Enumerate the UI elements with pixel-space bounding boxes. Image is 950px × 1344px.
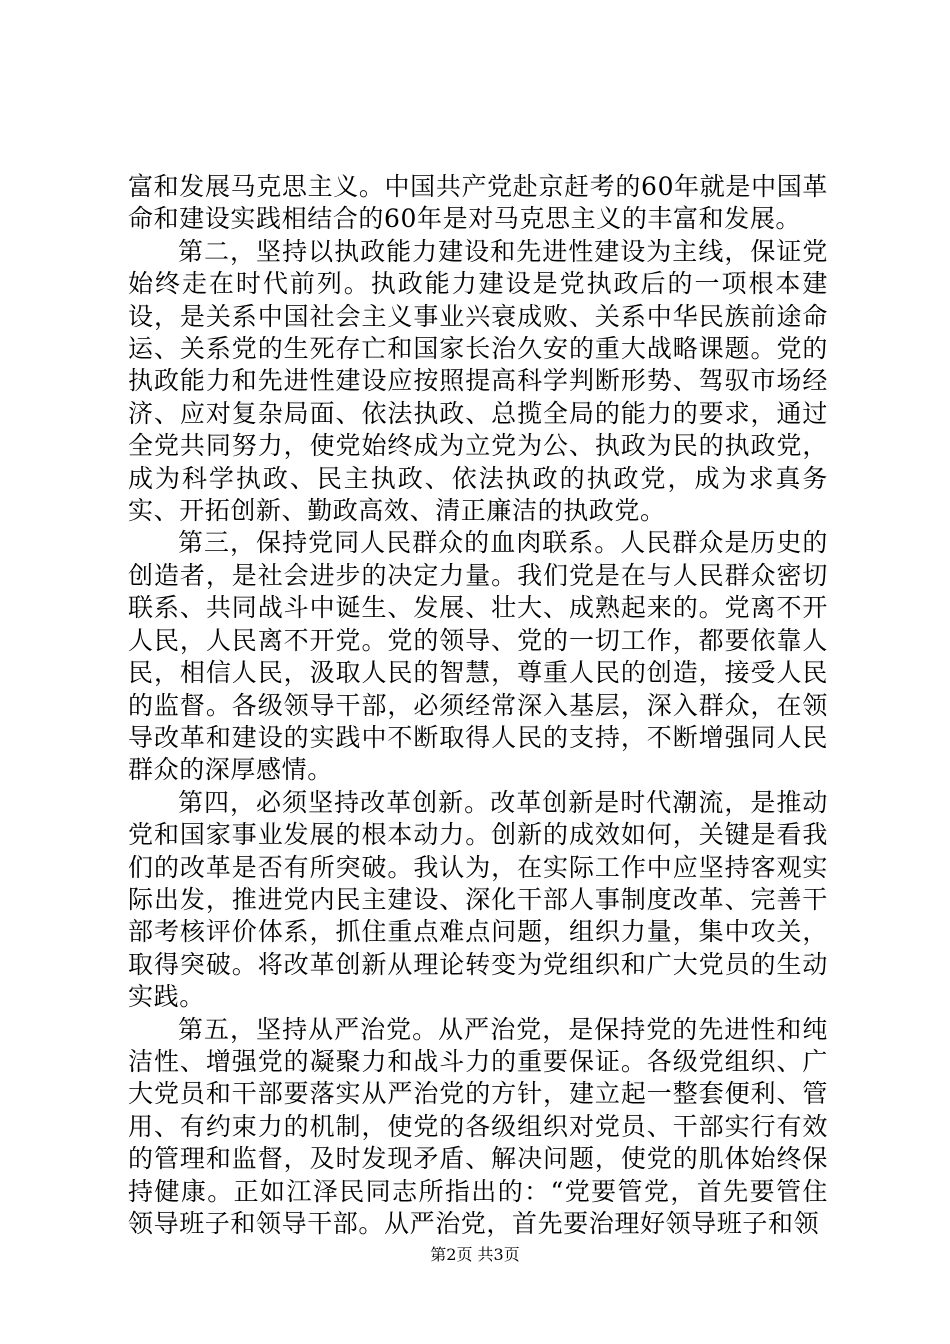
document-body [128,171,828,1240]
page-footer [0,1245,950,1265]
paragraph-continuation: 富和发展马克思主义。中国共产党赴京赶考的60年就是中国革命和建设实践相结合的60年是对马克思主义的丰富和发展。 [128,172,828,234]
page-number: 第2页 共3页 [430,1245,520,1264]
paragraph-fourth-point: 第四，必须坚持改革创新。改革创新是时代潮流，是推动党和国家事业发展的根本动力。创新的成效如何，关键是看我们的改革是否有所突破。我认为，在实际工作中应坚持客观实际出发，推进党内民主建设、深化干部人事制度改革、完善干部考核评价体系，抓住重点难点问题，组织力量，集中攻关，取得突破。将改革创新从理论转变为党组织和广大党员的生动实践。 [128,787,828,1012]
paragraph-second-point: 第二，坚持以执政能力建设和先进性建设为主线，保证党始终走在时代前列。执政能力建设是党执政后的一项根本建设，是关系中国社会主义事业兴衰成败、关系中华民族前途命运、关系党的生死存亡和国家长治久安的重大战略课题。党的执政能力和先进性建设应按照提高科学判断形势、驾驭市场经济、应对复杂局面、依法执政、总揽全局的能力的要求，通过全党共同努力，使党始终成为立党为公、执政为民的执政党，成为科学执政、民主执政、依法执政的执政党，成为求真务实、开拓创新、勤政高效、清正廉洁的执政党。 [128,236,828,526]
paragraph-fifth-point: 第五，坚持从严治党。从严治党，是保持党的先进性和纯洁性、增强党的凝聚力和战斗力的重要保证。各级党组织、广大党员和干部要落实从严治党的方针，建立起一整套便利、管用、有约束力的机制，使党的各级组织对党员、干部实行有效的管理和监督，及时发现矛盾、解决问题，使党的肌体始终保持健康。正如江泽民同志所指出的：“党要管党，首先要管住领导班子和领导干部。从严治党，首先要治理好领导班子和领 [128,1014,828,1238]
paragraph-third-point: 第三，保持党同人民群众的血肉联系。人民群众是历史的创造者，是社会进步的决定力量。我们党是在与人民群众密切联系、共同战斗中诞生、发展、壮大、成熟起来的。党离不开人民，人民离不开党。党的领导、党的一切工作，都要依靠人民，相信人民，汲取人民的智慧，尊重人民的创造，接受人民的监督。各级领导干部，必须经常深入基层，深入群众，在领导改革和建设的实践中不断取得人民的支持，不断增强同人民群众的深厚感情。 [128,528,828,785]
